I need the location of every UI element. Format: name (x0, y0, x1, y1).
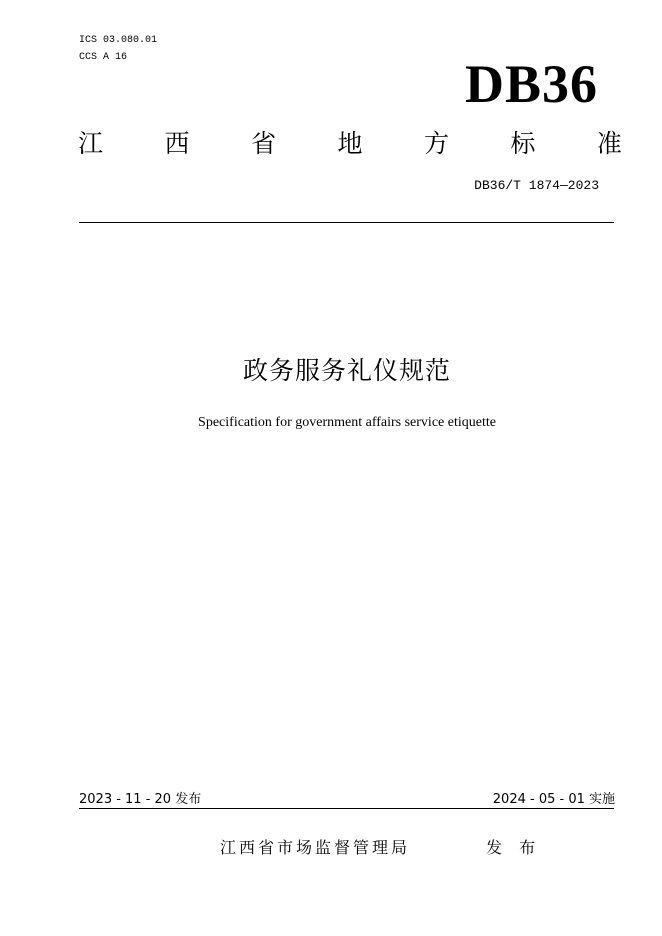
ccs-code: CCS A 16 (79, 52, 128, 63)
standard-category-char: 准 (596, 129, 622, 158)
ics-code: ICS 03.080.01 (79, 35, 158, 46)
footer-divider (79, 808, 614, 809)
standard-category-char: 西 (164, 129, 190, 158)
header-divider (79, 222, 614, 223)
standard-code-logo: DB36 (464, 54, 598, 114)
standard-category-char: 江 (78, 129, 104, 158)
standard-category-char: 地 (337, 129, 363, 158)
standard-category-char: 方 (423, 129, 449, 158)
publish-label: 发 布 (486, 838, 542, 857)
standard-category-char: 省 (250, 129, 276, 158)
document-title-english: Specification for government affairs service etiquette (198, 415, 496, 430)
implementation-date: 2024 - 05 - 01 实施 (492, 792, 615, 807)
document-title-chinese: 政务服务礼仪规范 (242, 356, 451, 385)
standard-category-char: 标 (510, 129, 536, 158)
release-date: 2023 - 11 - 20 发布 (79, 792, 202, 807)
standard-number: DB36/T 1874—2023 (474, 178, 599, 193)
standard-category (78, 127, 622, 161)
publisher-name: 江西省市场监督管理局 (220, 838, 411, 857)
